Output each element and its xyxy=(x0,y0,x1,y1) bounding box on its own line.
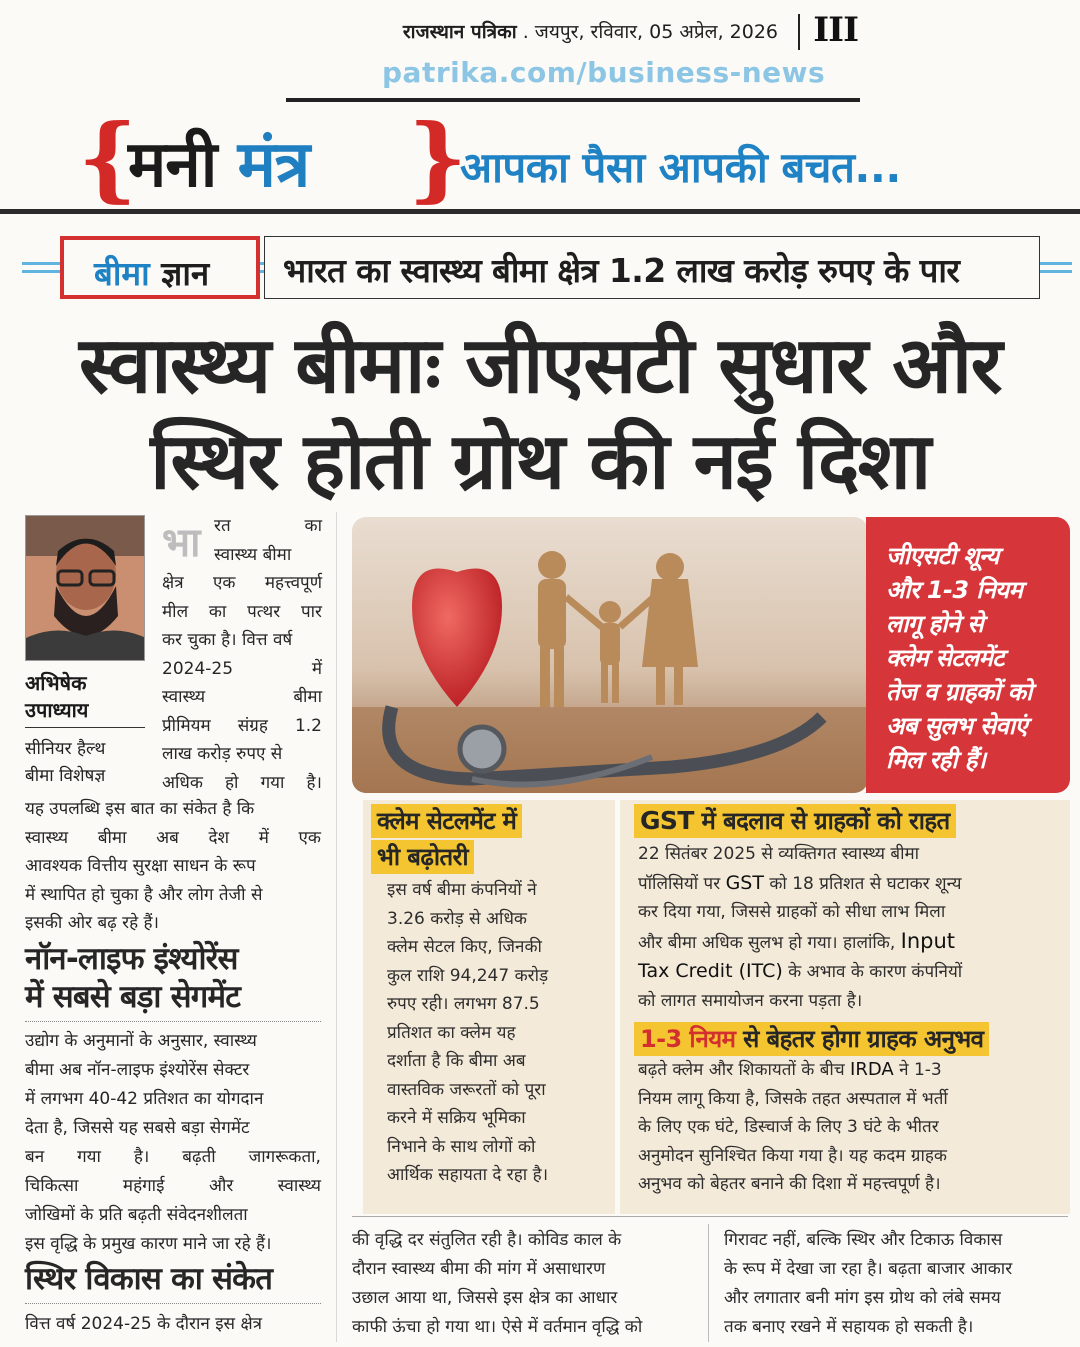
callout-line: क्लेम सेटलमेंट xyxy=(886,644,1004,672)
masthead-dateline: राजस्थान पत्रिका . जयपुर, रविवार, 05 अप्रेल, 2026 xyxy=(402,21,778,43)
drop-cap: भा xyxy=(162,520,201,566)
box1-line: निभाने के साथ लोगों को xyxy=(387,1136,536,1157)
claim-settlement-box xyxy=(363,800,615,1214)
box1-line: इस वर्ष बीमा कंपनियों ने xyxy=(387,880,537,900)
callout-line: लागू होने से xyxy=(886,610,984,638)
headline-line-1: स्वास्थ्य बीमाः जीएसटी सुधार और xyxy=(79,321,1001,411)
subhead-rule xyxy=(25,1021,321,1022)
headline-line-2: स्थिर होती ग्रोथ की नई दिशा xyxy=(150,417,930,507)
box1-line: आर्थिक सहायता दे रहा है। xyxy=(387,1165,549,1185)
column-line: गिरावट नहीं, बल्कि स्थिर और टिकाऊ विकास xyxy=(724,1230,1003,1250)
box1-line: प्रतिशत का क्लेम यह xyxy=(387,1022,516,1043)
intro-paragraph-continued xyxy=(25,795,321,938)
intro-line: स्वास्थ्य बीमा अब देश में एक xyxy=(25,827,321,848)
callout-line: तेज व ग्राहकों को xyxy=(886,678,1032,706)
kicker-box xyxy=(264,236,1040,299)
paragraph-line: बीमा अब नॉन-लाइफ इंश्योरेंस सेक्टर xyxy=(25,1060,250,1080)
paragraph-line: बन गया है। बढ़ती जागरूकता, xyxy=(25,1147,321,1167)
bottom-rule xyxy=(352,1216,1068,1217)
paragraph-line: उद्योग के अनुमानों के अनुसार, स्वास्थ्य xyxy=(25,1031,257,1051)
box1-line: रुपए रही। लगभग 87.5 xyxy=(387,994,540,1014)
box1-line: वास्तविक जरूरतों को पूरा xyxy=(387,1079,546,1100)
section-tagline: आपका पैसा आपकी बचत... xyxy=(460,143,901,192)
callout-line: अब सुलभ सेवाएं xyxy=(886,712,1028,740)
box1-line: 3.26 करोड़ से अधिक xyxy=(387,908,527,929)
page-number: III xyxy=(813,10,858,50)
intro-line: अधिक हो गया है। xyxy=(162,772,322,793)
section-title: मनी मंत्र xyxy=(128,128,310,202)
author-rule xyxy=(25,727,145,728)
column-middle xyxy=(352,1226,696,1342)
column-line: काफी ऊंचा हो गया था। ऐसे में वर्तमान वृद्धि को xyxy=(352,1317,643,1337)
kicker-label xyxy=(60,236,260,299)
paragraph-line: चिकित्सा महंगाई और स्वास्थ्य xyxy=(25,1176,321,1196)
paragraph-line: इस वृद्धि के प्रमुख कारण माने जा रहे हैं। xyxy=(25,1234,272,1254)
masthead-separator xyxy=(798,14,800,50)
box2-heading-1: GST में बदलाव से ग्राहकों को राहत xyxy=(634,804,956,838)
highlight-callout xyxy=(866,517,1070,793)
column-line: तक बनाए रखने में सहायक हो सकती है। xyxy=(724,1317,974,1337)
intro-line: में स्थापित हो चुका है और लोग तेजी से xyxy=(25,884,263,905)
kicker-text: भारत का स्वास्थ्य बीमा क्षेत्र 1.2 लाख करोड़ रुपए के पार xyxy=(283,251,960,290)
box1-line: कुल राशि 94,247 करोड़ xyxy=(387,965,549,986)
subhead-nonlife: नॉन-लाइफ इंश्योरेंस में सबसे बड़ा सेगमेंट xyxy=(25,941,241,1015)
author-role: सीनियर हैल्थ बीमा विशेषज्ञ xyxy=(25,739,106,786)
paragraph-line: में लगभग 40-42 प्रतिशत का योगदान xyxy=(25,1089,264,1109)
intro-line: स्वास्थ्य बीमा xyxy=(162,687,322,707)
author-photo xyxy=(25,515,145,661)
box1-line: क्लेम सेटल किए, जिनकी xyxy=(387,937,542,957)
author-name: अभिषेक उपाध्याय xyxy=(25,671,89,722)
intro-line: यह उपलब्धि इस बात का संकेत है कि xyxy=(25,799,255,819)
column-right xyxy=(724,1226,1070,1342)
intro-line: मील का पत्थर पार xyxy=(162,601,322,622)
box2-body-1: 22 सितंबर 2025 से व्यक्तिगत स्वास्थ्य बीमा पॉलिसियों पर GST को 18 प्रतिशत से घटाकर शून्य कर दिया गया, जिससे ग्राहकों को सीधा लाभ मिला और बीमा अधिक सुलभ हो गया। हालांकि, Input Tax Credit (ITC) के अभाव के कारण कंपनियों को लागत समायोजन करना पड़ता है। xyxy=(638,844,963,1011)
paragraph-nonlife xyxy=(25,1027,321,1259)
column-line: और लगातार बनी मांग इस ग्रोथ को लंबे समय xyxy=(724,1288,1001,1308)
masthead xyxy=(312,12,860,56)
column-divider xyxy=(336,512,337,1342)
health-insurance-photo xyxy=(352,517,868,793)
box1-heading-1: क्लेम सेटलमेंट में xyxy=(371,804,522,838)
kicker-label-blue: बीमा xyxy=(94,254,150,293)
column-line: की वृद्धि दर संतुलित रही है। कोविड काल के xyxy=(352,1230,622,1250)
callout-line: मिल रही हैं। xyxy=(886,746,986,774)
paragraph-line: वित्त वर्ष 2024-25 के दौरान इस क्षेत्र xyxy=(25,1314,263,1334)
paragraph-line: जोखिमों के प्रति बढ़ती संवेदनशीलता xyxy=(25,1205,248,1225)
intro-line: इसकी ओर बढ़ रहे हैं। xyxy=(25,913,159,933)
bottom-column-divider xyxy=(708,1224,709,1342)
masthead-rule xyxy=(286,98,860,102)
callout-line: जीएसटी शून्य xyxy=(886,542,999,570)
right-brace: } xyxy=(408,104,468,212)
intro-line: लाख करोड़ रुपए से xyxy=(162,744,283,764)
box2-body-2: बढ़ते क्लेम और शिकायतों के बीच IRDA ने 1-3 नियम लागू किया है, जिसके तहत अस्पताल में भर्ती के लिए एक घंटे, डिस्चार्ज के लिए 3 घंटे के भीतर अनुमोदन सुनिश्चित किया गया है। यह कदम ग्राहक अनुभव को बेहतर बनाने की दिशा में महत्त्वपूर्ण है। xyxy=(638,1059,948,1194)
callout-line: और 1-3 नियम xyxy=(886,576,1023,604)
intro-line: कर चुका है। वित्त वर्ष xyxy=(162,630,293,650)
box1-body xyxy=(387,876,548,1190)
box1-line: करने में सक्रिय भूमिका xyxy=(387,1108,526,1128)
section-rule xyxy=(0,209,1080,214)
left-brace: { xyxy=(78,104,138,212)
intro-line: आवश्यक वित्तीय सुरक्षा साधन के रूप xyxy=(25,856,256,876)
gst-box xyxy=(620,800,1070,1214)
intro-line: प्रीमियम संग्रह 1.2 xyxy=(162,715,322,736)
box1-heading-2: भी बढ़ोतरी xyxy=(371,840,474,874)
subhead-stable-growth: स्थिर विकास का संकेत xyxy=(25,1261,273,1297)
column-line: दौरान स्वास्थ्य बीमा की मांग में असाधारण xyxy=(352,1259,606,1279)
box2-heading-2: 1-3 नियम से बेहतर होगा ग्राहक अनुभव xyxy=(634,1022,989,1056)
intro-line: स्वास्थ्य बीमा xyxy=(214,544,292,565)
intro-line: 2024-25 में xyxy=(162,658,322,679)
paragraph-stable-growth xyxy=(25,1310,321,1339)
website-url: patrika.com/business-news xyxy=(382,56,826,89)
column-line: उछाल आया था, जिससे इस क्षेत्र का आधार xyxy=(352,1288,618,1308)
subhead-rule-2 xyxy=(25,1303,321,1304)
column-line: के रूप में देखा जा रहा है। बढ़ता बाजार आकार xyxy=(724,1259,1013,1279)
intro-paragraph xyxy=(162,512,322,797)
kicker-label-dark: ज्ञान xyxy=(161,254,210,293)
headline xyxy=(0,318,1080,510)
intro-line: क्षेत्र एक महत्त्वपूर्ण xyxy=(162,573,322,593)
paragraph-line: देता है, जिससे यह सबसे बड़ा सेगमेंट xyxy=(25,1118,250,1138)
intro-line: रत का xyxy=(214,516,322,536)
box1-line: दर्शाता है कि बीमा अब xyxy=(387,1051,526,1071)
section-header xyxy=(78,104,1018,212)
